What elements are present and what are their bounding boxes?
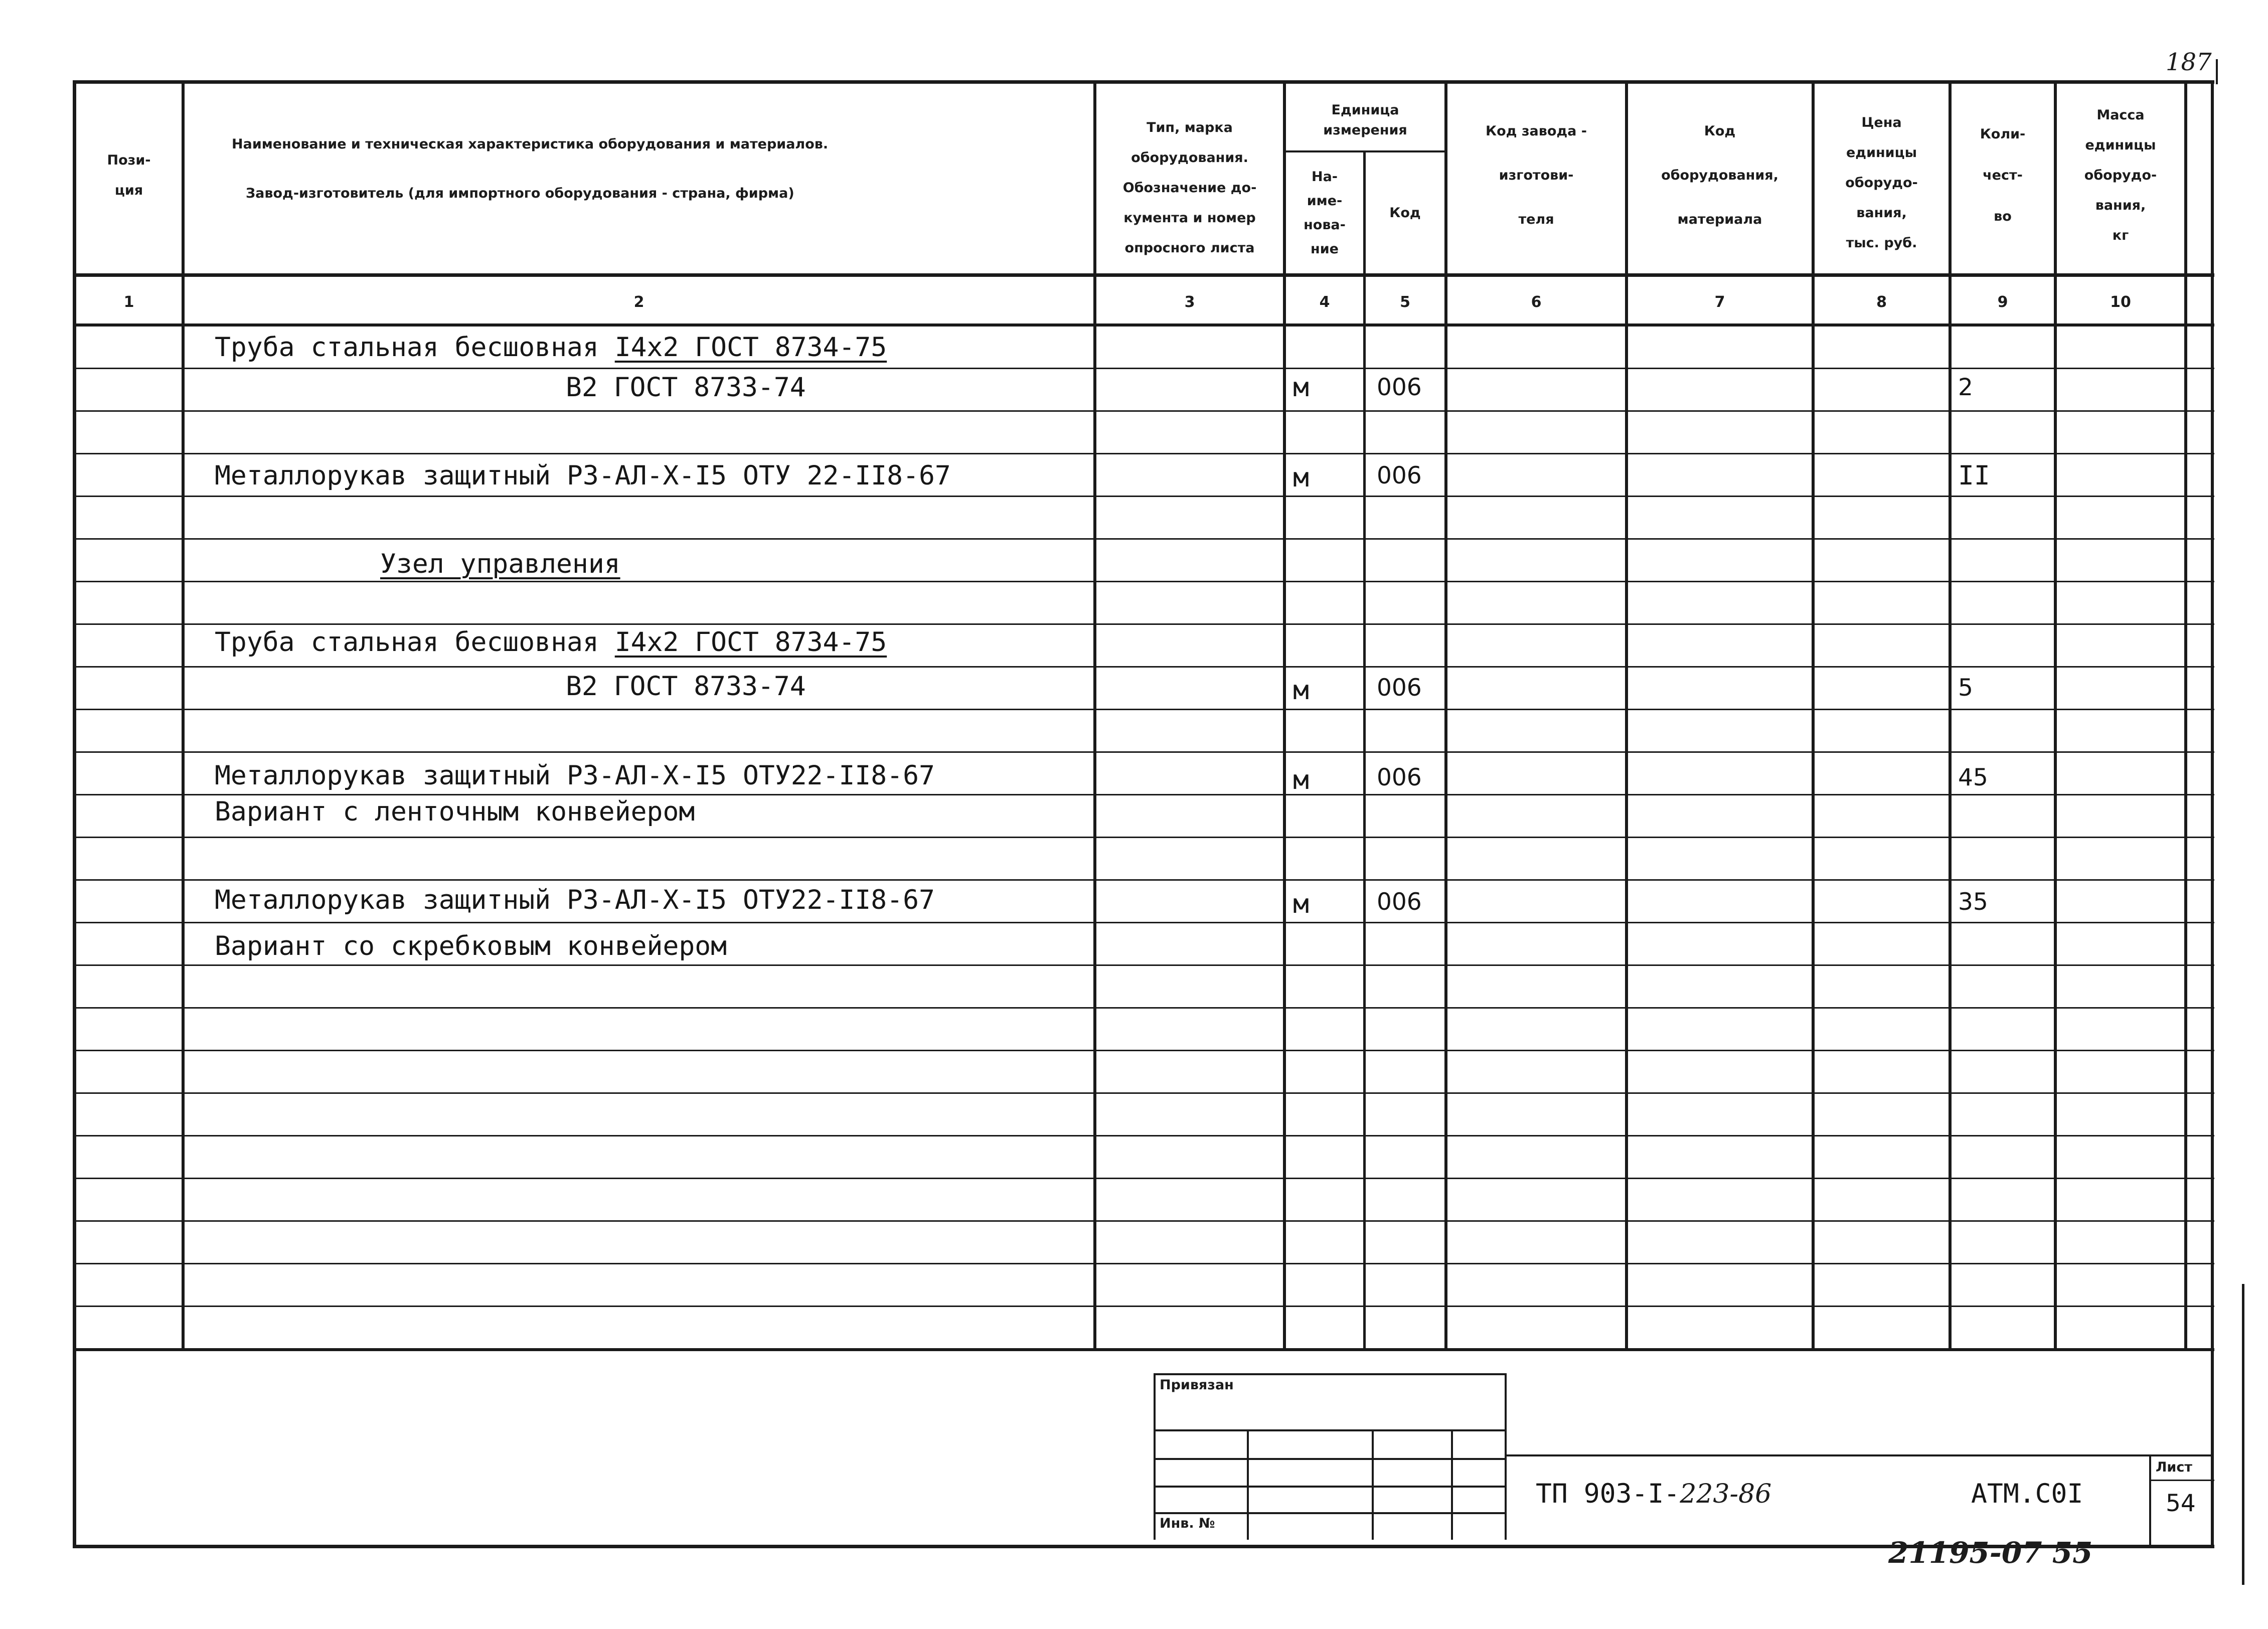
stamp-privyazan-label: Привязан [1160,1377,1234,1393]
column-number: 6 [1531,293,1542,311]
stamp-inv-number-label: Инв. № [1160,1516,1215,1531]
sheet-label: Лист [2156,1459,2192,1475]
table-row-code: 006 [1377,764,1422,791]
column-number: 1 [123,293,134,311]
table-row-name: Труба стальная бесшовная I4x2 ГОСТ 8734-75 [215,332,887,363]
column-number: 7 [1714,293,1725,311]
header-position: Пози- ция [107,152,151,198]
column-number: 10 [2110,293,2131,311]
table-row-quantity: 5 [1958,674,1973,702]
table-row-unit: м [1293,675,1309,706]
sheet-number: 54 [2166,1490,2196,1517]
table-row-quantity: 2 [1958,374,1973,401]
table-row-code: 006 [1377,674,1422,702]
table-row-name: Металлорукав защитный РЗ-АЛ-Х-I5 ОТУ 22-II8-67 [215,460,951,491]
header-equipment-code: Код оборудования, материала [1661,123,1778,227]
table-row-unit: м [1293,462,1309,493]
column-number: 9 [1997,293,2008,311]
table-row-code: 006 [1377,374,1422,401]
table-row-unit: м [1293,372,1309,403]
header-name-line1: Наименование и техническая характеристика оборудования и материалов. [232,136,829,152]
table-row-name: В2 ГОСТ 8733-74 [566,671,806,702]
header-factory-code: Код завода - изготови- теля [1486,123,1587,227]
table-row-quantity: 35 [1958,888,1988,916]
table-row-name: Металлорукав защитный РЗ-АЛ-Х-I5 ОТУ22-II8-67 [215,760,935,791]
table-row-quantity: 45 [1958,764,1988,791]
table-row-name: Узел управления [380,549,620,579]
document-code: ТП 903-I-223-86 [1536,1479,1772,1509]
handwritten-sheet-number: 187 [2166,48,2212,76]
table-row-unit: м [1293,765,1309,795]
header-unit-name: На- име- нова- ние [1304,169,1346,257]
table-row-name: Труба стальная бесшовная I4x2 ГОСТ 8734-75 [215,627,887,658]
header-price: Цена единицы оборудо- вания, тыс. руб. [1845,115,1918,251]
table-row-name: Вариант с ленточным конвейером [215,796,695,827]
handwritten-archive-number: 21195-07 55 [1888,1536,2093,1570]
header-type: Тип, марка оборудования. Обозначение до- кумента и номер опросного листа [1122,120,1257,256]
column-number: 8 [1876,293,1887,311]
table-row-quantity: II [1958,460,1990,491]
column-number: 3 [1184,293,1195,311]
document-designation: АТМ.С0I [1971,1479,2083,1509]
column-number: 4 [1319,293,1330,311]
header-mass: Масса единицы оборудо- вания, кг [2084,107,2157,243]
header-unit-code: Код [1389,205,1421,221]
table-row-unit: м [1293,889,1309,919]
header-quantity: Коли- чест- во [1980,126,2026,224]
column-number: 5 [1400,293,1410,311]
table-row-code: 006 [1377,888,1422,916]
table-row-name: Металлорукав защитный РЗ-АЛ-Х-I5 ОТУ22-II8-67 [215,885,935,915]
column-number: 2 [633,293,644,311]
header-name-line2: Завод-изготовитель (для импортного оборудования - страна, фирма) [246,186,794,201]
table-row-name: В2 ГОСТ 8733-74 [566,372,806,403]
table-row-name: Вариант со скребковым конвейером [215,931,727,961]
header-unit-group: Единица измерения [1323,102,1407,138]
table-row-code: 006 [1377,462,1422,490]
